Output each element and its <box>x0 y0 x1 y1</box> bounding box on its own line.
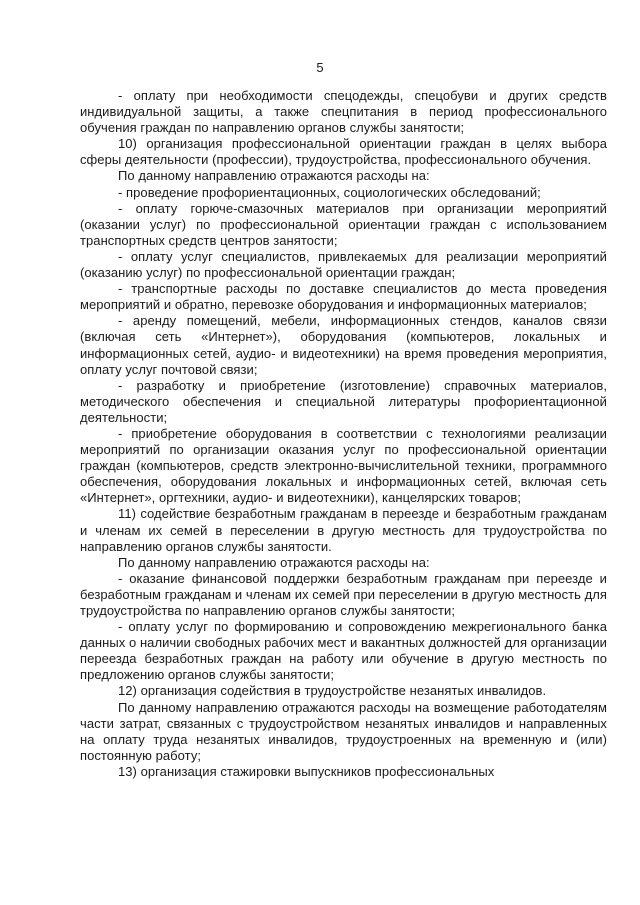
paragraph-job-database: - оплату услуг по формированию и сопровождению межрегионального банка данных о наличии свободных рабочих мест и вакантных должностей для организации переезда безработных граждан на работу или обучение в другую местность по предложению органов службы занятости; <box>80 619 607 683</box>
paragraph-specialist-services: - оплату услуг специалистов, привлекаемых для реализации мероприятий (оказанию услуг) по профессиональной ориентации граждан; <box>80 248 607 281</box>
paragraph-financial-support: - оказание финансовой поддержки безработным гражданам при переезде и безработным гражданам и членам их семей при переселении в другую местность для трудоустройства по направлению органов службы занятости; <box>80 570 607 618</box>
paragraph-transport-expenses: - транспортные расходы по доставке специалистов до места проведения мероприятий и обратно, перевозке оборудования и информационных материалов; <box>80 281 607 313</box>
paragraph-expenses-intro-2: По данному направлению отражаются расходы на: <box>118 554 430 570</box>
paragraph-item-13: 13) организация стажировки выпускников профессиональных <box>118 763 495 779</box>
document-body <box>80 88 607 780</box>
paragraph-fuel-lubricants: - оплату горюче-смазочных материалов при организации мероприятий (оказании услуг) по профессиональной ориентации граждан с использованием транспортных средств центров занятости; <box>80 200 607 248</box>
paragraph-item-12: 12) организация содействия в трудоустройстве незанятых инвалидов. <box>118 683 547 699</box>
paragraph-item-11: 11) содействие безработным гражданам в переезде и безработным гражданам и членам их семей в переселении в другую местность для трудоустройства по направлению органов службы занятости. <box>80 506 607 554</box>
paragraph-equipment-purchase: - приобретение оборудования в соответствии с технологиями реализации мероприятий по организации оказания услуг по профессиональной ориентации граждан (компьютеров, средств электронно-вычислительной техники, программного обеспечения, оборудования локальных и информационных сетей, включая сеть «Интернет», оргтехники, аудио- и видеотехники), канцелярских товаров; <box>80 425 607 506</box>
paragraph-expenses-intro: По данному направлению отражаются расходы на: <box>118 168 430 184</box>
paragraph-reference-materials: - разработку и приобретение (изготовление) справочных материалов, методического обеспечения и специальной литературы профориентационной деятельности; <box>80 377 607 425</box>
page-number: 5 <box>316 60 324 75</box>
paragraph-rent: - аренду помещений, мебели, информационных стендов, каналов связи (включая сеть «Интернет»), оборудования (компьютеров, локальных и информационных сетей, аудио- и видеотехники) на время проведения мероприятия, оплату услуг почтовой связи; <box>80 313 607 377</box>
paragraph-ppe-payment: - оплату при необходимости спецодежды, спецобуви и других средств индивидуальной защиты, а также спецпитания в период профессионального обучения граждан по направлению органов службы занятости; <box>80 88 607 136</box>
paragraph-employer-reimbursement: По данному направлению отражаются расходы на возмещение работодателям части затрат, связанных с трудоустройством незанятых инвалидов и направленных на оплату труда незанятых инвалидов, трудоустроенных на временную и (или) постоянную работу; <box>80 699 607 763</box>
paragraph-item-10: 10) организация профессиональной ориентации граждан в целях выбора сферы деятельности (профессии), трудоустройства, профессионального обучения. <box>80 136 607 168</box>
paragraph-surveys: - проведение профориентационных, социологических обследований; <box>118 184 541 200</box>
